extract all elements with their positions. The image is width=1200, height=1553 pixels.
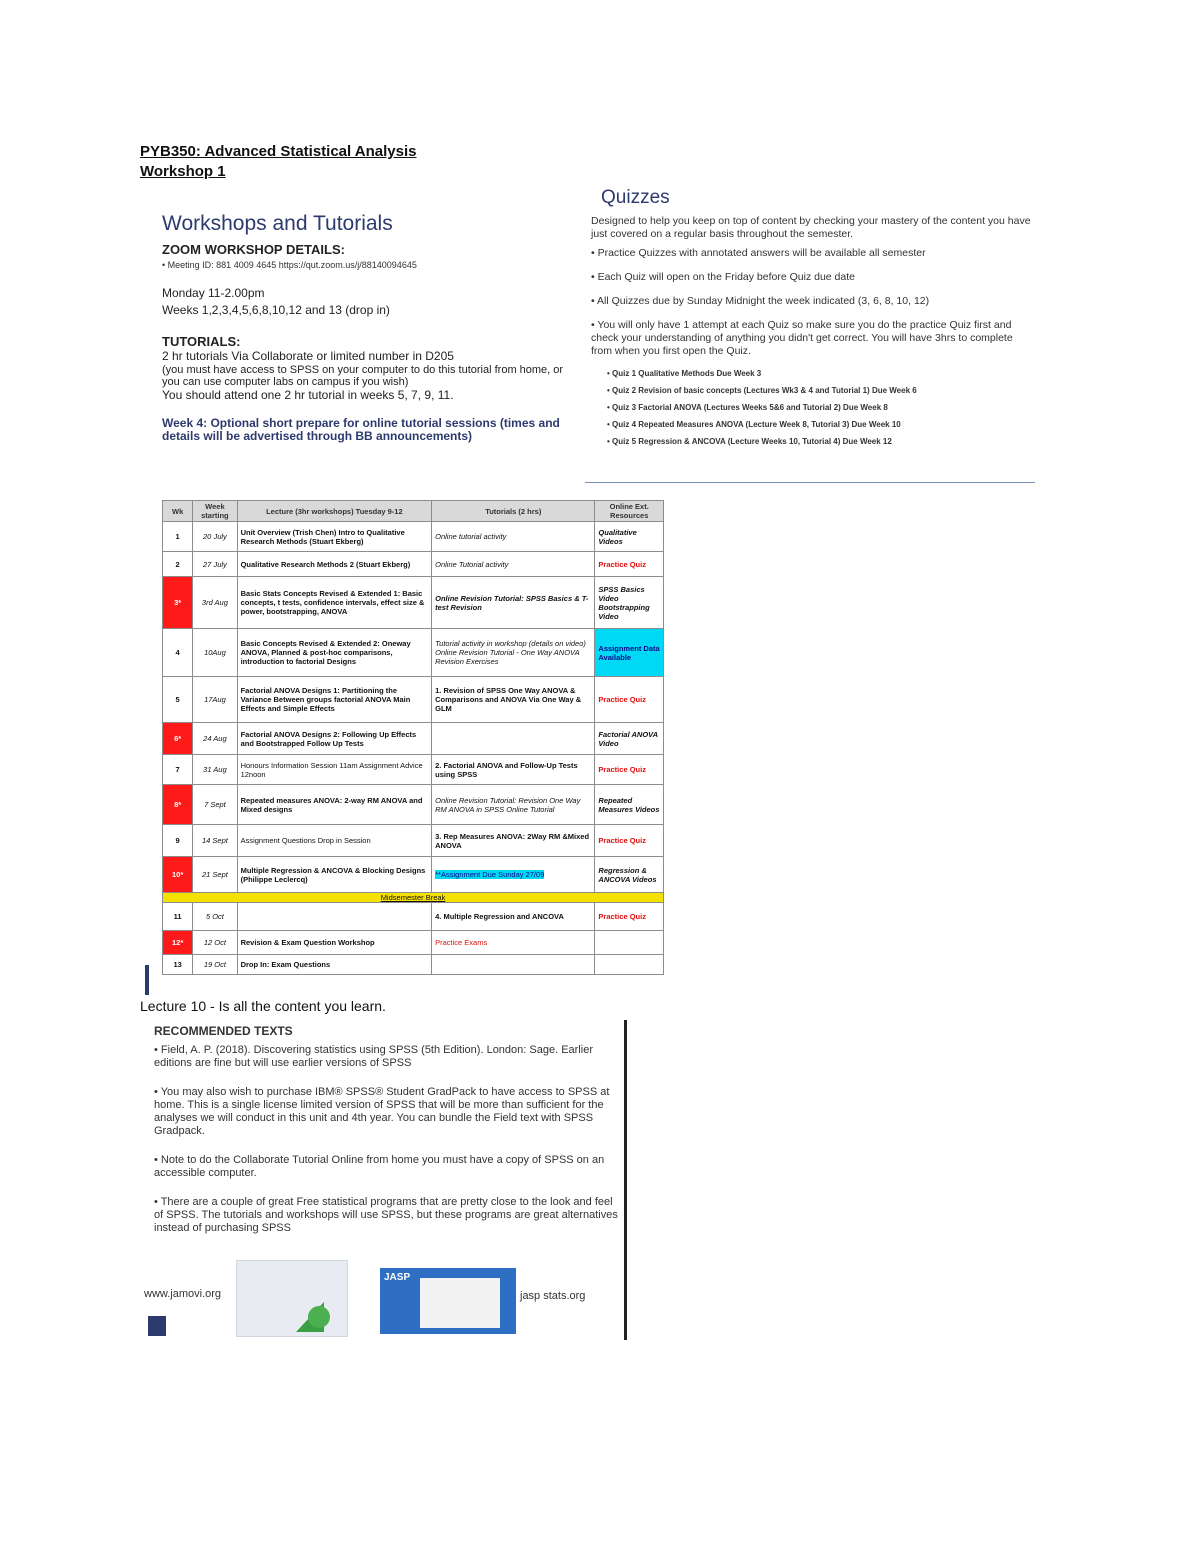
break-label: Midsemester Break [380, 893, 446, 902]
practice-exams: Practice Exams [435, 938, 488, 947]
table-row [163, 755, 664, 785]
tutorial-cell: Online Revision Tutorial: SPSS Basics & T-test Revision [432, 577, 595, 629]
recommended-heading: RECOMMENDED TEXTS [154, 1024, 293, 1038]
tutorial-cell: Online Revision Tutorial: Revision One Way RM ANOVA in SPSS Online Tutorial [432, 785, 595, 825]
lecture-cell: Unit Overview (Trish Chen) Intro to Qualitative Research Methods (Stuart Ekberg) [237, 522, 432, 552]
header-tutorials: Tutorials (2 hrs) [432, 501, 595, 522]
week-cell: 2 [163, 552, 193, 577]
week-cell: 10* [163, 857, 193, 893]
quiz-bullet: • All Quizzes due by Sunday Midnight the week indicated (3, 6, 8, 10, 12) [591, 295, 1035, 308]
workshop-weeks: Weeks 1,2,3,4,5,6,8,10,12 and 13 (drop in) [162, 303, 390, 317]
resource-cell: Practice Quiz [595, 552, 664, 577]
resource-cell: Regression & ANCOVA Videos [595, 857, 664, 893]
quiz-bullet: • You will only have 1 attempt at each Quiz so make sure you do the practice Quiz first and check your understanding of anything you didn't get correct. You will have 3hrs to complete from when you first open the Quiz. [591, 319, 1035, 358]
zoom-meeting: • Meeting ID: 881 4009 4645 https://qut.zoom.us/j/88140094645 [162, 260, 417, 270]
tutorials-line2: (you must have access to SPSS on your computer to do this tutorial from home, or you can use computer labs on campus if you wish) [162, 364, 564, 388]
lecture-cell: Assignment Questions Drop in Session [237, 825, 432, 857]
break-cell [163, 893, 664, 903]
lecture-note: Lecture 10 - Is all the content you learn. [140, 998, 386, 1014]
week-cell: 11 [163, 903, 193, 931]
tutorial-cell: Tutorial activity in workshop (details on video) Online Revision Tutorial - One Way ANOVA Revision Exercises [432, 629, 595, 677]
zoom-heading: ZOOM WORKSHOP DETAILS: [162, 242, 345, 257]
date-cell: 17Aug [193, 677, 237, 723]
table-row [163, 955, 664, 975]
tutorial-cell: 1. Revision of SPSS One Way ANOVA & Comparisons and ANOVA Via One Way & GLM [432, 677, 595, 723]
week-cell: 7 [163, 755, 193, 785]
header-resources: Online Ext. Resources [595, 501, 664, 522]
quiz-item: • Quiz 3 Factorial ANOVA (Lectures Weeks 5&6 and Tutorial 2) Due Week 8 [607, 403, 1035, 412]
date-cell: 21 Sept [193, 857, 237, 893]
date-cell: 3rd Aug [193, 577, 237, 629]
jasp-logo-text: JASP [384, 1272, 411, 1283]
lecture-cell: Basic Concepts Revised & Extended 2: Oneway ANOVA, Planned & post-hoc comparisons, introduction to factorial Designs [237, 629, 432, 677]
week-cell: 1 [163, 522, 193, 552]
quiz-bullet: • Each Quiz will open on the Friday before Quiz due date [591, 271, 1035, 284]
recommended-item: • There are a couple of great Free statistical programs that are pretty close to the look and feel of SPSS. The tutorials and workshops will use SPSS, but these programs are great alternatives instead of purchasing SPSS [154, 1196, 618, 1234]
tutorials-line1: 2 hr tutorials Via Collaborate or limited number in D205 [162, 349, 454, 363]
table-row [163, 723, 664, 755]
week-cell: 3* [163, 577, 193, 629]
date-cell: 7 Sept [193, 785, 237, 825]
date-cell: 27 July [193, 552, 237, 577]
date-cell: 5 Oct [193, 903, 237, 931]
quiz-bullet: • Practice Quizzes with annotated answers will be available all semester [591, 247, 1035, 260]
tutorial-cell [432, 955, 595, 975]
quizzes-slide [585, 185, 1035, 483]
workshop-title: Workshop 1 [140, 163, 226, 180]
assignment-due: **Assignment Due Sunday 27/09 [435, 870, 545, 879]
lecture-cell: Qualitative Research Methods 2 (Stuart Ekberg) [237, 552, 432, 577]
table-row [163, 522, 664, 552]
tutorials-line3: You should attend one 2 hr tutorial in weeks 5, 7, 9, 11. [162, 388, 454, 402]
header-week: Wk [163, 501, 193, 522]
table-row [163, 785, 664, 825]
quizzes-list [585, 247, 1035, 446]
table-row [163, 552, 664, 577]
slide-corner-block [148, 1316, 166, 1336]
tutorial-cell: Online tutorial activity [432, 522, 595, 552]
resource-cell: Qualitative Videos [595, 522, 664, 552]
jasp-link[interactable]: jasp stats.org [520, 1290, 586, 1302]
resource-cell: Practice Quiz [595, 825, 664, 857]
table-row [163, 903, 664, 931]
tutorial-cell [432, 723, 595, 755]
break-row [163, 893, 664, 903]
date-cell: 12 Oct [193, 931, 237, 955]
week-cell: 4 [163, 629, 193, 677]
tutorials-heading: TUTORIALS: [162, 334, 241, 349]
table-row [163, 677, 664, 723]
date-cell: 19 Oct [193, 955, 237, 975]
recommended-item: • Field, A. P. (2018). Discovering statistics using SPSS (5th Edition). London: Sage. Earlier editions are fine but will use earlier versions of SPSS [154, 1044, 593, 1069]
table-row [163, 629, 664, 677]
lecture-cell: Honours Information Session 11am Assignment Advice 12noon [237, 755, 432, 785]
lecture-cell: Factorial ANOVA Designs 1: Partitioning the Variance Between groups factorial ANOVA Main Effects and Simple Effects [237, 677, 432, 723]
resource-cell [595, 931, 664, 955]
table-row [163, 577, 664, 629]
tutorial-cell [432, 857, 595, 893]
lecture-cell [237, 903, 432, 931]
resource-cell: Assignment Data Available [595, 629, 664, 677]
workshops-title: Workshops and Tutorials [162, 212, 393, 235]
week-cell: 8* [163, 785, 193, 825]
week4-note: Week 4: Optional short prepare for online tutorial sessions (times and details will be advertised through BB announcements) [162, 416, 560, 443]
lecture-cell: Basic Stats Concepts Revised & Extended 1: Basic concepts, t tests, confidence intervals, effect size & power, bootstrapping, ANOVA [237, 577, 432, 629]
resource-cell [595, 955, 664, 975]
lecture-cell: Revision & Exam Question Workshop [237, 931, 432, 955]
tutorial-cell [432, 931, 595, 955]
quiz-item: • Quiz 4 Repeated Measures ANOVA (Lecture Week 8, Tutorial 3) Due Week 10 [607, 420, 1035, 429]
workshops-slide [150, 200, 570, 490]
header-lecture: Lecture (3hr workshops) Tuesday 9-12 [237, 501, 432, 522]
resource-cell: SPSS Basics Video Bootstrapping Video [595, 577, 664, 629]
quizzes-title: Quizzes [601, 187, 670, 208]
tutorial-cell: Online Tutorial activity [432, 552, 595, 577]
week-cell: 9 [163, 825, 193, 857]
workshop-time: Monday 11-2.00pm [162, 286, 265, 300]
table-row [163, 931, 664, 955]
jamovi-badge-icon [308, 1306, 330, 1328]
jasp-screenshot [380, 1268, 516, 1334]
quiz-item: • Quiz 2 Revision of basic concepts (Lectures Wk3 & 4 and Tutorial 1) Due Week 6 [607, 386, 1035, 395]
resource-cell: Factorial ANOVA Video [595, 723, 664, 755]
course-title: PYB350: Advanced Statistical Analysis [140, 143, 417, 160]
schedule-table [162, 500, 664, 975]
slide-edge-bar [145, 965, 149, 995]
schedule-header-row [163, 501, 664, 522]
week-cell: 13 [163, 955, 193, 975]
jamovi-screenshot [236, 1260, 348, 1337]
jamovi-link[interactable]: www.jamovi.org [144, 1288, 222, 1300]
resource-cell: Practice Quiz [595, 677, 664, 723]
recommended-item: • You may also wish to purchase IBM® SPSS® Student GradPack to have access to SPSS at home. This is a single license limited version of SPSS that will be more than sufficient for the analyses we will conduct in this unit and 4th year. You can bundle the Field text with SPSS Gradpack. [154, 1086, 610, 1137]
quiz-item: • Quiz 1 Qualitative Methods Due Week 3 [607, 369, 1035, 378]
jasp-window [420, 1278, 500, 1328]
recommended-slide [144, 1020, 627, 1340]
tutorial-cell: 2. Factorial ANOVA and Follow-Up Tests using SPSS [432, 755, 595, 785]
recommended-item: • Note to do the Collaborate Tutorial Online from home you must have a copy of SPSS on an accessible computer. [154, 1154, 605, 1179]
week-cell: 5 [163, 677, 193, 723]
date-cell: 10Aug [193, 629, 237, 677]
lecture-cell: Factorial ANOVA Designs 2: Following Up Effects and Bootstrapped Follow Up Tests [237, 723, 432, 755]
lecture-cell: Drop In: Exam Questions [237, 955, 432, 975]
resource-cell: Repeated Measures Videos [595, 785, 664, 825]
table-row [163, 857, 664, 893]
quizzes-intro: Designed to help you keep on top of content by checking your mastery of the content you have just covered on a regular basis throughout the semester. [591, 215, 1031, 240]
quiz-item: • Quiz 5 Regression & ANCOVA (Lecture Weeks 10, Tutorial 4) Due Week 12 [607, 437, 1035, 446]
week-cell: 12* [163, 931, 193, 955]
table-row [163, 825, 664, 857]
lecture-cell: Repeated measures ANOVA: 2-way RM ANOVA and Mixed designs [237, 785, 432, 825]
header-week-starting: Week starting [193, 501, 237, 522]
date-cell: 14 Sept [193, 825, 237, 857]
date-cell: 31 Aug [193, 755, 237, 785]
tutorial-cell: 3. Rep Measures ANOVA: 2Way RM &Mixed ANOVA [432, 825, 595, 857]
resource-cell: Practice Quiz [595, 903, 664, 931]
lecture-cell: Multiple Regression & ANCOVA & Blocking Designs (Philippe Leclercq) [237, 857, 432, 893]
resource-cell: Practice Quiz [595, 755, 664, 785]
date-cell: 24 Aug [193, 723, 237, 755]
date-cell: 20 July [193, 522, 237, 552]
week-cell: 6* [163, 723, 193, 755]
tutorial-cell: 4. Multiple Regression and ANCOVA [432, 903, 595, 931]
